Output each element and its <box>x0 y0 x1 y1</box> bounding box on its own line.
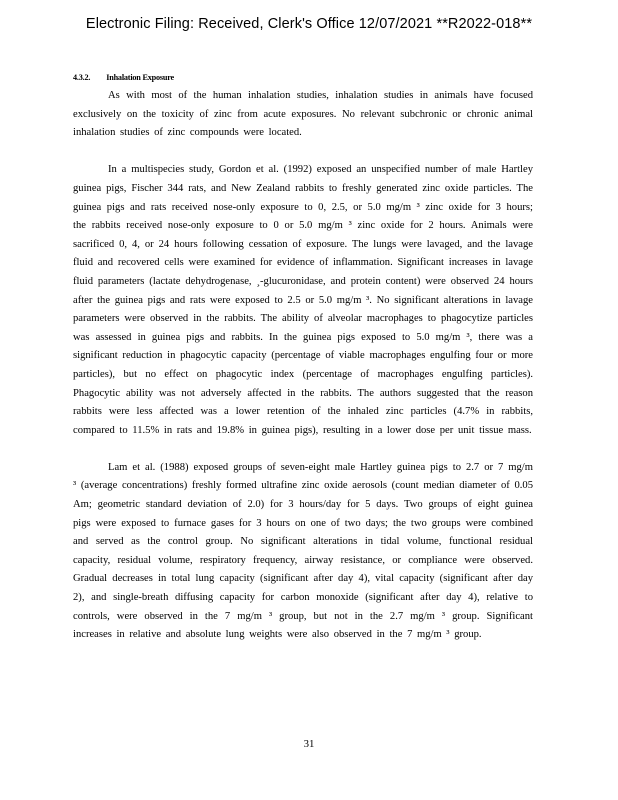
section-number: 4.3.2. <box>73 73 91 82</box>
paragraph-gordon-study: In a multispecies study, Gordon et al. (1992) exposed an unspecified number of male Hartley guinea pigs, Fischer 344 rats, and New Zealand rabbits to freshly generated zinc oxide particles. The guinea pigs and rats received nose-only exposure to 0, 2.5, or 5.0 mg/m ³ zinc oxide for 3 hours; the rabbits received nose-only exposure to 0 or 5.0 mg/m ³ zinc oxide for 2 hours. Animals were sacrificed 0, 4, or 24 hours following cessation of exposure. The lungs were lavaged, and the lavage fluid and recovered cells were examined for evidence of inflammation. Significant increases in lavage fluid parameters (lactate dehydrogenase, ¸-glucuronidase, and protein content) were observed 24 hours after the guinea pigs and rats were exposed to 2.5 or 5.0 mg/m ³. No significant alterations in lavage parameters were observed in the rabbits. The ability of alveolar macrophages to phagocytize particles was assessed in guinea pigs and rabbits. In the guinea pigs exposed to 5.0 mg/m ³, there was a significant reduction in phagocytic capacity (percentage of viable macrophages engulfing four or more particles), but no effect on phagocytic index (percentage of macrophages engulfing particles). Phagocytic ability was not adversely affected in the rabbits. The authors suggested that the reason rabbits were less affected was a lower retention of the inhaled zinc particles (4.7% in rabbits, compared to 11.5% in rats and 19.8% in guinea pigs), resulting in a lower dose per unit tissue mass. <box>73 164 533 436</box>
paragraph-lam-study: Lam et al. (1988) exposed groups of seven-eight male Hartley guinea pigs to 2.7 or 7 mg/m ³ (average concentrations) freshly formed ultrafine zinc oxide aerosols (count median diameter of 0.05 Am; geometric standard deviation of 2.0) for 3 hours/day for 5 days. Two groups of eight guinea pigs were exposed to furnace gases for 3 hours on one of two days; the two groups were combined and served as the control group. No significant alterations in tidal volume, functional residual capacity, residual volume, respiratory frequency, airway resistance, or compliance were observed. Gradual decreases in total lung capacity (significant after day 4), vital capacity (significant after day 2), and single-breath diffusing capacity for carbon monoxide (significant after day 4), relative to controls, were observed in the 7 mg/m ³ group, but not in the 2.7 mg/m ³ group. Significant increases in relative and absolute lung weights were also observed in the 7 mg/m ³ group. <box>73 461 533 641</box>
section-title: Inhalation Exposure <box>106 73 174 82</box>
filing-stamp-header: Electronic Filing: Received, Clerk's Office 12/07/2021 **R2022-018** <box>85 16 533 32</box>
paragraph-intro: As with most of the human inhalation studies, inhalation studies in animals have focused exclusively on the toxicity of zinc from acute exposures. No relevant subchronic or chronic animal inhalation studies of zinc compounds were located. <box>73 90 533 139</box>
section-heading <box>73 71 533 85</box>
page-number: 31 <box>303 738 315 750</box>
document-body <box>73 71 533 663</box>
